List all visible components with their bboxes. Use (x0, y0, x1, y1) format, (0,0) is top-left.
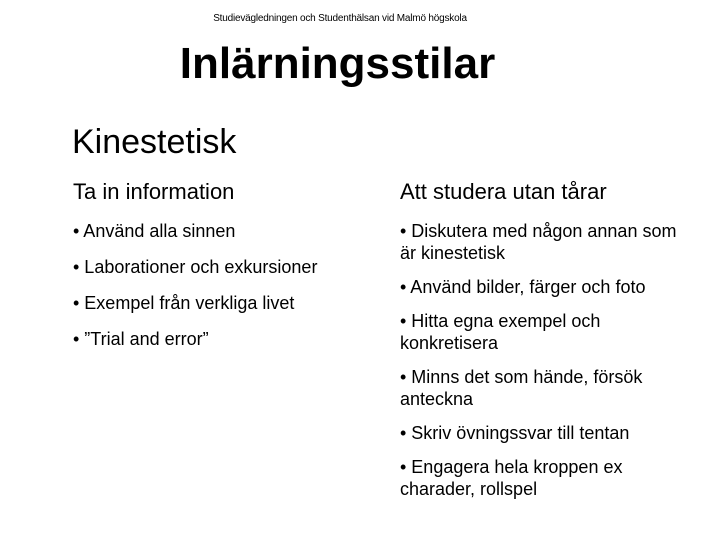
list-item: • Engagera hela kroppen ex charader, rollspel (400, 457, 623, 499)
list-item: • Minns det som hände, försök anteckna (400, 367, 643, 409)
list-item: • Laborationer och exkursioner (73, 257, 318, 277)
list-item: • Använd alla sinnen (73, 221, 236, 241)
list-item: • Skriv övningssvar till tentan (400, 423, 630, 443)
header-note: Studievägledningen och Studenthälsan vid Malmö högskola (213, 13, 467, 24)
left-column (73, 178, 373, 364)
list-item: • Hitta egna exempel och konkretisera (400, 311, 601, 353)
list-item: • Diskutera med någon annan som är kinestetisk (400, 221, 677, 263)
right-bullet-list (400, 220, 690, 500)
left-bullet-list (73, 220, 373, 350)
section-subtitle: Kinestetisk (72, 123, 237, 161)
left-column-heading: Ta in information (73, 179, 235, 204)
page-title: Inlärningsstilar (179, 39, 496, 88)
right-column-heading: Att studera utan tårar (400, 179, 607, 204)
right-column (400, 178, 690, 512)
list-item: • Exempel från verkliga livet (73, 293, 295, 313)
list-item: • Använd bilder, färger och foto (400, 277, 646, 297)
list-item: • ”Trial and error” (73, 329, 209, 349)
